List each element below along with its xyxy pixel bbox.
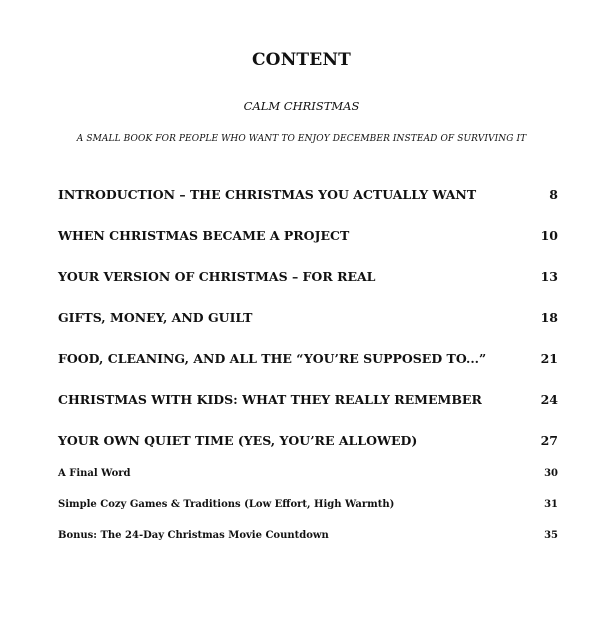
toc-entry-page: 8 [549,187,558,202]
toc-entry-your-version [58,269,558,284]
toc-entry-page: 21 [540,351,558,366]
table-of-contents [58,0,558,624]
toc-entry-label: GIFTS, MONEY, AND GUILT [58,310,253,325]
toc-entry-label: WHEN CHRISTMAS BECAME A PROJECT [58,228,350,243]
toc-entry-games [58,499,558,510]
toc-entry-page: 31 [544,499,558,510]
toc-entry-quiet-time [58,433,558,448]
toc-entry-page: 13 [540,269,558,284]
toc-entry-page: 35 [544,530,558,541]
toc-entry-project [58,228,558,243]
toc-entry-bonus [58,530,558,541]
toc-entry-label: INTRODUCTION – THE CHRISTMAS YOU ACTUALLY WANT [58,187,477,202]
toc-entry-label: CHRISTMAS WITH KIDS: WHAT THEY REALLY REMEMBER [58,392,482,407]
toc-entry-label: Simple Cozy Games & Traditions (Low Effort, High Warmth) [58,499,395,510]
toc-entry-final-word [58,468,558,479]
toc-entry-introduction [58,187,558,202]
toc-entry-label: Bonus: The 24-Day Christmas Movie Countdown [58,530,329,541]
page-title: CONTENT [251,50,352,70]
toc-entry-label: A Final Word [58,468,131,479]
toc-entry-kids [58,392,558,407]
book-title: CALM CHRISTMAS [243,99,360,113]
book-tagline: A SMALL BOOK FOR PEOPLE WHO WANT TO ENJOY DECEMBER INSTEAD OF SURVIVING IT [76,134,527,144]
toc-entry-page: 10 [540,228,558,243]
toc-entry-label: FOOD, CLEANING, AND ALL THE “YOU’RE SUPPOSED TO...” [58,351,487,366]
toc-entry-label: YOUR OWN QUIET TIME (YES, YOU’RE ALLOWED) [58,433,418,448]
toc-entry-page: 30 [544,468,558,479]
toc-entry-gifts [58,310,558,325]
toc-entry-page: 18 [540,310,558,325]
toc-entry-page: 24 [540,392,558,407]
toc-entry-food [58,351,558,366]
toc-entry-page: 27 [540,433,558,448]
toc-entry-label: YOUR VERSION OF CHRISTMAS – FOR REAL [58,269,376,284]
